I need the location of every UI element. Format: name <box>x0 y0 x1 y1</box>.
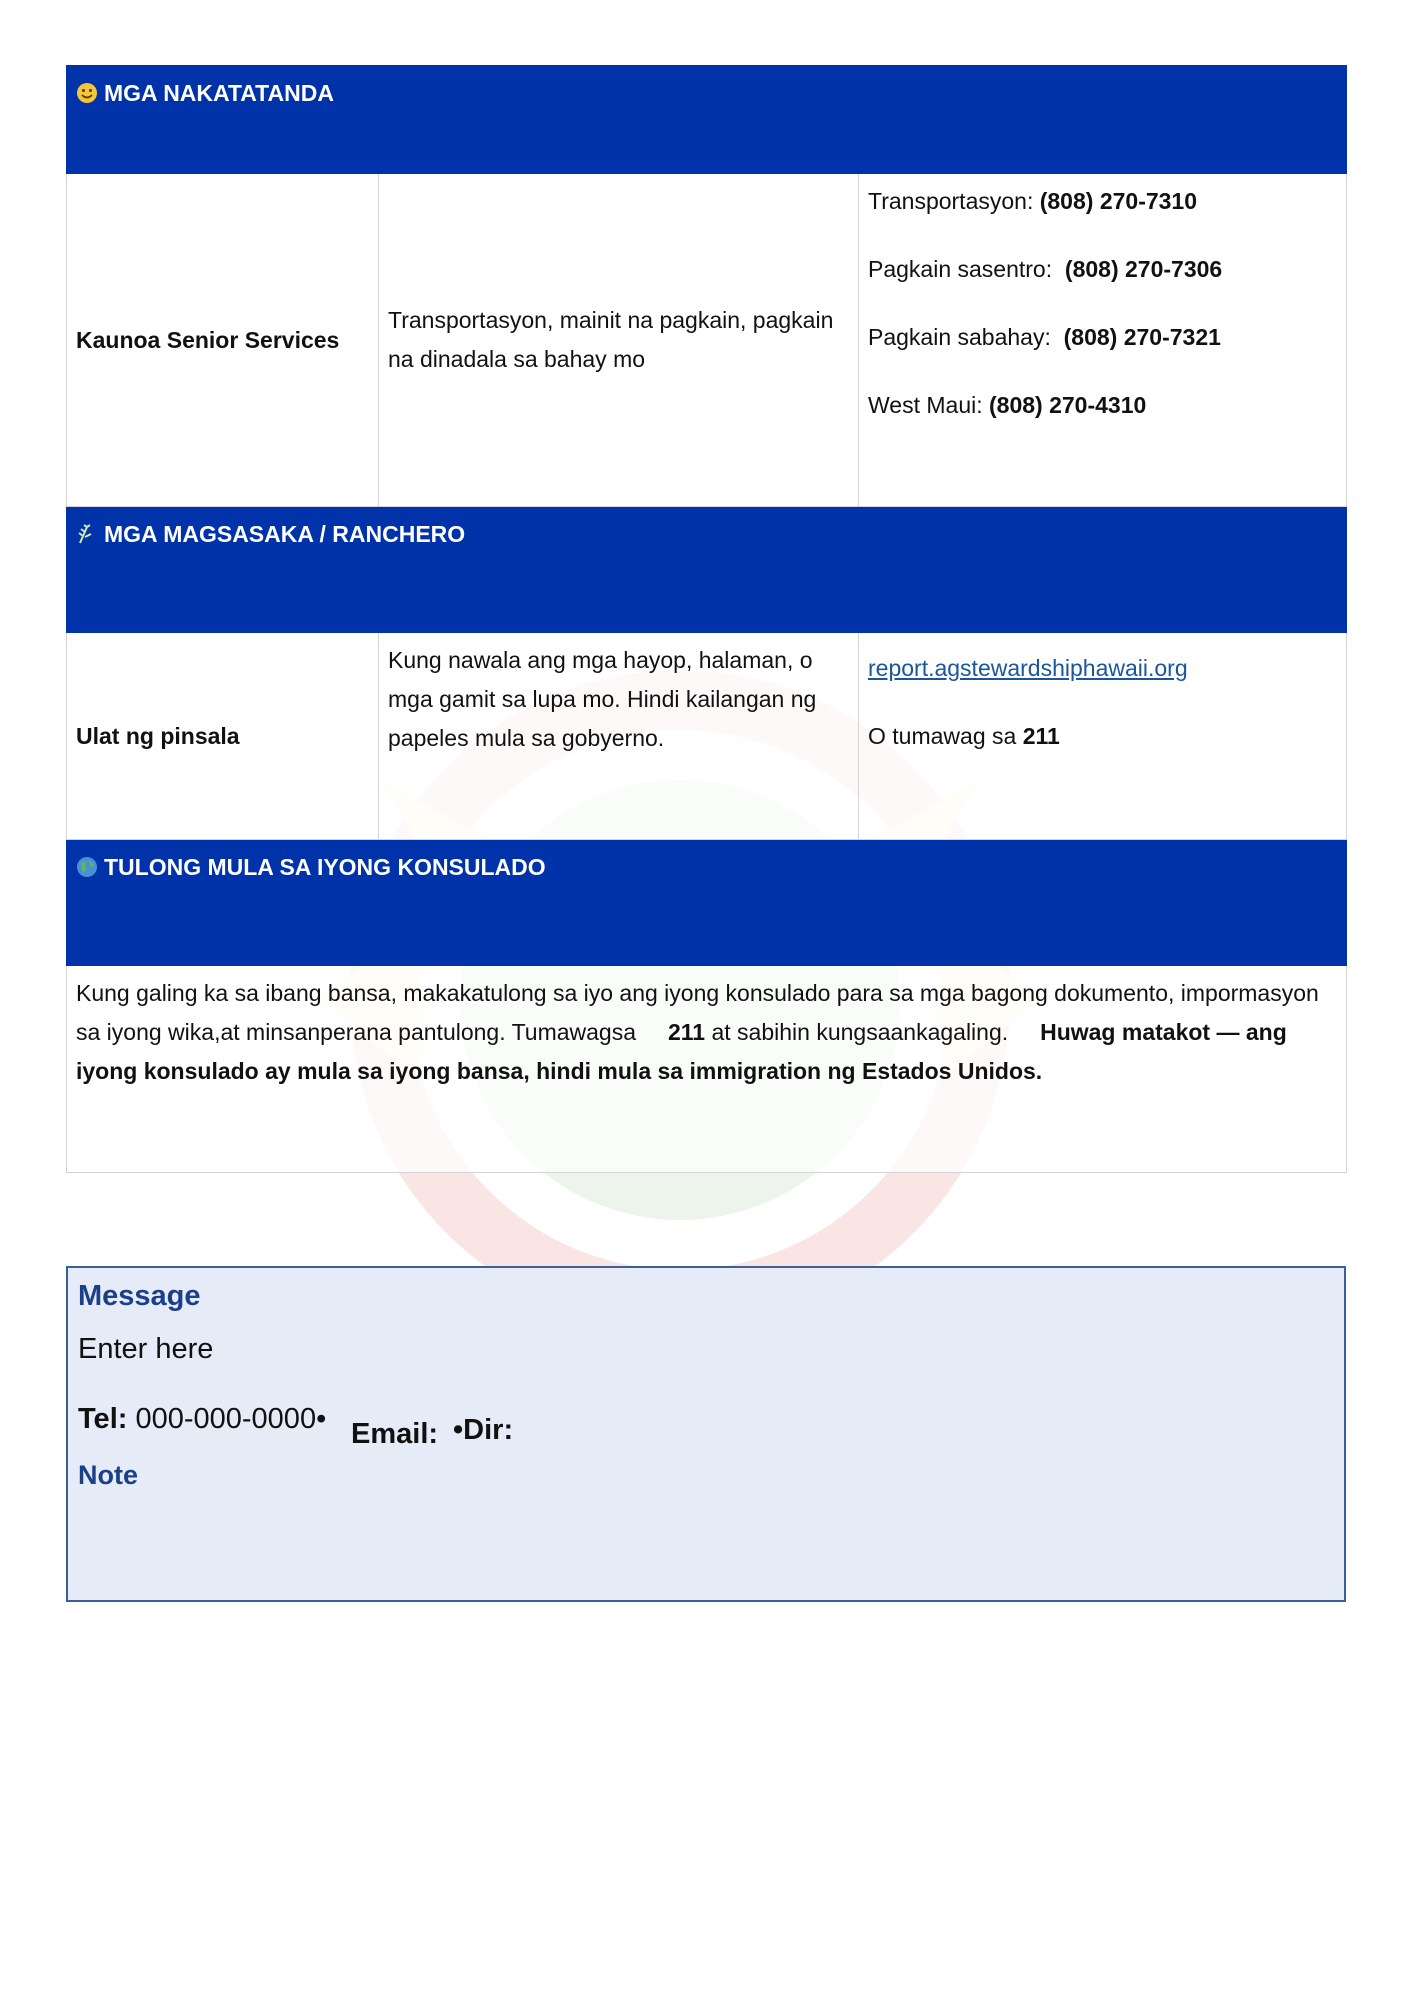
consulate-number: 211 <box>667 1019 706 1045</box>
section-title: MGA NAKATATANDA <box>104 80 334 106</box>
contact-label: Pagkain sasentro: <box>868 256 1053 282</box>
section-header-consulate <box>67 840 1347 966</box>
farmer-icon <box>76 523 98 545</box>
section-title: MGA MAGSASAKA / RANCHERO <box>104 521 466 547</box>
service-name: Kaunoa Senior Services <box>67 174 379 507</box>
call-number: 211 <box>1022 723 1060 749</box>
consulate-warning: Huwag matakot — ang iyong konsulado ay mula sa iyong bansa, hindi mula sa immigration ng Estados Unidos. <box>76 1019 1287 1084</box>
service-name: Ulat ng pinsala <box>67 633 379 840</box>
smiley-icon <box>76 82 98 104</box>
resources-table <box>66 65 1346 1173</box>
consulate-text: Kung galing ka sa ibang bansa, makakatulong sa iyo ang iyong konsulado para sa mga bagong dokumento, impormasyon sa iyong wika,at minsanperana pantulong. Tumawagsa <box>76 980 1319 1045</box>
contact-phone: (808) 270-7306 <box>1064 256 1223 282</box>
tel-value: 000-000-0000• <box>135 1403 327 1435</box>
tel-line <box>78 1403 326 1436</box>
contact-phone: (808) 270-7310 <box>1039 188 1198 214</box>
call-prefix: O tumawag sa <box>868 723 1017 749</box>
report-link[interactable]: report.agstewardshiphawaii.org <box>868 655 1188 681</box>
message-body[interactable]: Enter here <box>78 1333 214 1365</box>
contact-phone: (808) 270-7321 <box>1063 324 1221 350</box>
service-description: Kung nawala ang mga hayop, halaman, o mga gamit sa lupa mo. Hindi kailangan ng papeles mula sa gobyerno. <box>379 633 859 840</box>
service-contacts <box>859 633 1347 840</box>
note-label: Note <box>78 1460 138 1490</box>
tel-label: Tel: <box>78 1403 128 1435</box>
section-title: TULONG MULA SA IYONG KONSULADO <box>104 854 546 880</box>
section-header-farmers <box>67 507 1347 633</box>
contact-label: West Maui: <box>868 392 983 418</box>
contact-label: Pagkain sabahay: <box>868 324 1051 350</box>
section-header-seniors <box>67 66 1347 174</box>
dir-label: •Dir: <box>453 1414 514 1446</box>
globe-icon <box>76 856 98 878</box>
consulate-text-2: at sabihin kungsaankagaling. <box>711 1019 1009 1045</box>
service-contacts <box>859 174 1347 507</box>
contact-label: Transportasyon: <box>868 188 1034 214</box>
contact-phone: (808) 270-4310 <box>989 392 1147 418</box>
message-title: Message <box>78 1280 201 1312</box>
service-description: Transportasyon, mainit na pagkain, pagkain na dinadala sa bahay mo <box>379 174 859 507</box>
email-label: Email: <box>351 1418 439 1450</box>
message-box <box>66 1266 1346 1602</box>
consulate-note <box>67 966 1347 1173</box>
